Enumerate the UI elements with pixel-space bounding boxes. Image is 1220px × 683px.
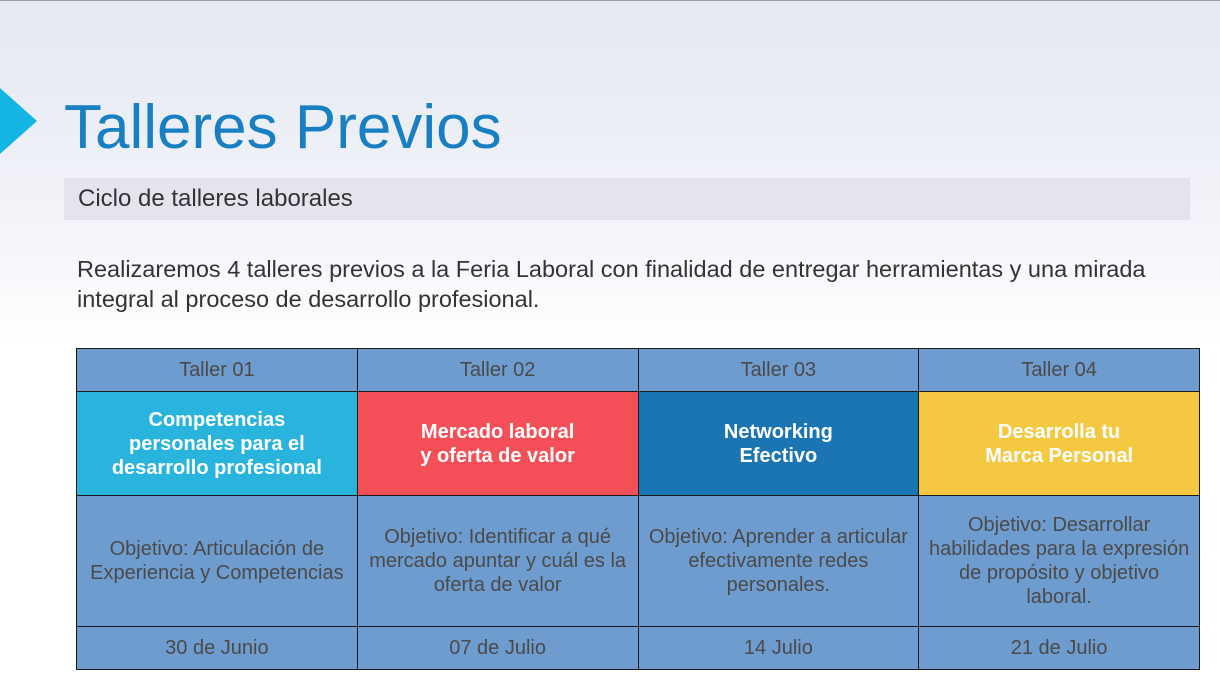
workshop-title-row <box>77 392 1200 496</box>
workshop-title: Networking Efectivo <box>638 392 919 496</box>
workshop-objective: Objetivo: Aprender a articular efectivamente redes personales. <box>638 496 919 627</box>
workshop-title: Competencias personales para el desarrollo profesional <box>77 392 358 496</box>
workshop-date: 30 de Junio <box>77 627 358 670</box>
intro-paragraph: Realizaremos 4 talleres previos a la Feria Laboral con finalidad de entregar herramientas y una mirada integral al proceso de desarrollo profesional. <box>77 256 1146 312</box>
workshop-date-row <box>77 627 1200 670</box>
workshop-date: 07 de Julio <box>357 627 638 670</box>
workshop-date: 21 de Julio <box>919 627 1200 670</box>
workshop-label: Taller 04 <box>919 349 1200 392</box>
workshop-label: Taller 01 <box>77 349 358 392</box>
workshop-title: Desarrolla tu Marca Personal <box>919 392 1200 496</box>
workshop-label: Taller 02 <box>357 349 638 392</box>
top-divider <box>0 0 1220 1</box>
workshop-objective: Objetivo: Identificar a qué mercado apuntar y cuál es la oferta de valor <box>357 496 638 627</box>
workshop-objective: Objetivo: Articulación de Experiencia y Competencias <box>77 496 358 627</box>
table-header-row <box>77 349 1200 392</box>
workshop-objective-row <box>77 496 1200 627</box>
workshop-label: Taller 03 <box>638 349 919 392</box>
slide-subtitle: Ciclo de talleres laborales <box>64 178 1190 220</box>
workshop-objective: Objetivo: Desarrollar habilidades para la expresión de propósito y objetivo laboral. <box>919 496 1200 627</box>
slide-title: Talleres Previos <box>64 93 502 162</box>
workshop-title: Mercado laboral y oferta de valor <box>357 392 638 496</box>
chevron-right-icon <box>0 88 37 154</box>
workshops-table <box>76 348 1200 670</box>
workshop-date: 14 Julio <box>638 627 919 670</box>
